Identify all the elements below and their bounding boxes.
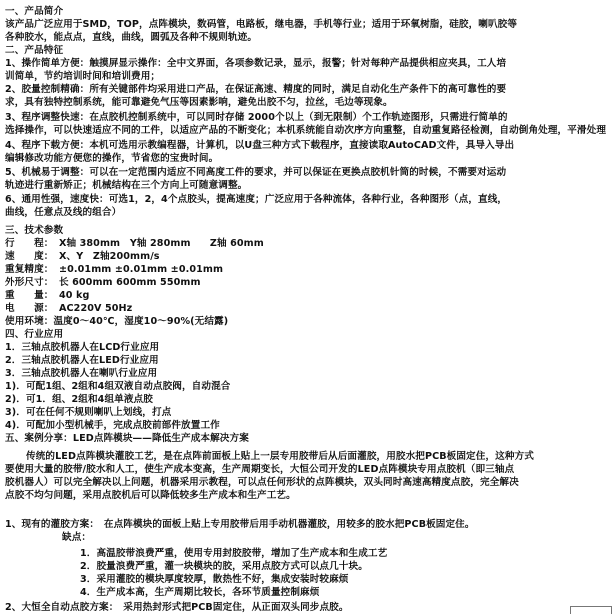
industry-line: 4)．可配加小型机械手，完成点胶前部件放置工作	[5, 420, 220, 431]
feature-line: 训简单，节约培训时间和培训费用；	[5, 71, 161, 82]
feature-line: 求，具有独特控制系统，能可靠避免气压等因素影响，避免出胶不匀，拉丝，毛边等现象。	[5, 97, 393, 108]
spec-label: 重复精度：	[5, 264, 54, 275]
features-heading: 二、产品特征	[5, 45, 64, 56]
intro-heading: 一、产品简介	[5, 6, 64, 17]
intro-text-line: 各种胶水，能点点，直线，曲线，圆弧及各种不规则轨迹。	[5, 32, 258, 43]
spec-value: AC220V 50Hz	[59, 303, 133, 314]
specs-heading: 三、技术参数	[5, 225, 64, 236]
spec-label: 重 量：	[5, 290, 54, 301]
feature-line: 5、机械易于调整：可以在一定范围内适应不同高度工件的要求，并可以保证在更换点胶机针筒的时候，不需要对运动	[5, 167, 507, 178]
industry-heading: 四、行业应用	[5, 329, 64, 340]
industry-line: 3．三轴点胶机器人在喇叭行业应用	[5, 368, 158, 379]
current-solution-line: 1、现有的灌胶方案： 在点阵模块的面板上贴上专用胶带后用手动机器灌胶，用较多的胶水把PCB板固定住。	[5, 519, 475, 530]
spec-label: 电 源：	[5, 303, 54, 314]
spec-value: 长 600mm 600mm 550mm	[59, 277, 201, 288]
feature-line: 轨迹进行重新矫正；机械结构在三个方向上可随意调整。	[5, 180, 248, 191]
case-paragraph-line: 传统的LED点阵模块灌胶工艺，是在点阵前面板上贴上一层专用胶带后从后面灌胶，用胶水把PCB板固定住，这种方式	[26, 451, 534, 462]
feature-line: 2、胶量控制精确：所有关键部件均采用进口产品，在保证高速、精度的同时，满足自动化生产条件下的高可靠性的要	[5, 84, 507, 95]
spec-value: 40 kg	[59, 290, 90, 301]
spec-value: ±0.01mm ±0.01mm ±0.01mm	[59, 264, 224, 275]
drawback-line: 1．高温胶带浪费严重，使用专用封胶胶带，增加了生产成本和生成工艺	[80, 548, 388, 559]
case-heading: 五、案例分享：LED点阵模块——降低生产成本解决方案	[5, 433, 249, 444]
case-paragraph-line: 要使用大量的胶带/胶水和人工，使生产成本变高，生产周期变长，大恒公司开发的LED点阵模块专用点胶机（即三轴点	[5, 464, 515, 475]
spec-row	[5, 276, 201, 289]
spec-row	[5, 302, 132, 315]
spec-value: X轴 380mm Y轴 280mm Z轴 60mm	[59, 238, 264, 249]
feature-line: 3、程序调整快速：在点胶机控制系统中，可以同时存储 2000个以上（到无限制）个工作轨迹图形，只需进行简单的	[5, 112, 508, 123]
drawback-line: 4．生产成本高，生产周期比较长，各环节质量控制麻烦	[80, 587, 320, 598]
spec-row	[5, 237, 264, 250]
page-edge-box	[570, 606, 612, 614]
daheng-solution-line: 2、大恒全自动点胶方案： 采用热封形式把PCB固定住，从正面双头同步点胶。	[5, 602, 349, 613]
feature-line: 6、通用性强，速度快：可选1，2，4个点胶头，提高速度；广泛应用于各种流体，各种行业，各种图形（点，直线，	[5, 194, 508, 205]
industry-line: 2．三轴点胶机器人在LED行业应用	[5, 355, 159, 366]
drawback-line: 2．胶量浪费严重，灌一块模块的胶，采用点胶方式可以点几十块。	[80, 561, 368, 572]
feature-line: 4、程序下载方便：本机可选用示教编程器，计算机，以U盘三种方式下载程序，直接读取AutoCAD文件，具导入导出	[5, 140, 515, 151]
feature-line: 曲线，任意点及线的组合）	[5, 207, 122, 218]
feature-line: 编辑修改功能方便您的操作，节省您的宝贵时间。	[5, 153, 219, 164]
drawback-line: 3．采用灌胶的模块厚度较厚，散热性不好，集成安装时较麻烦	[80, 574, 349, 585]
industry-line: 3)．可在任何不规则喇叭上划线，打点	[5, 407, 172, 418]
spec-row	[5, 250, 160, 263]
case-paragraph-line: 胶机器人）可以完全解决以上问题，机器采用示教程，可以点任何形状的点阵模块，双头同时高速高精度点胶，完全解决	[5, 477, 519, 488]
spec-row	[5, 289, 89, 302]
industry-line: 1)．可配1组、2组和4组双液自动点胶阀，自动混合	[5, 381, 231, 392]
intro-text-line: 该产品广泛应用于SMD，TOP，点阵模块，数码管，电路板，继电器，手机等行业；适用于环氧树脂，硅胶，喇叭胶等	[5, 19, 518, 30]
spec-row	[5, 263, 223, 276]
industry-line: 2)．可1．组、2组和4组单液点胶	[5, 394, 153, 405]
drawback-label: 缺点：	[62, 532, 92, 543]
case-paragraph-line: 点胶不均匀问题，采用点胶机后可以降低较多生产成本和生产工艺。	[5, 490, 296, 501]
feature-line: 选择操作，可以快速适应不同的工件，以适应产品的不断变化；本机系统能自动次序方向重整，自动重复路径检测，自动倒角处理，平滑处理	[5, 125, 607, 136]
industry-line: 1．三轴点胶机器人在LCD行业应用	[5, 342, 160, 353]
spec-value: X、Y Z轴200mm/s	[59, 251, 160, 262]
environment-line: 使用环境：温度0～40℃，湿度10～90%(无结露)	[5, 316, 229, 327]
feature-line: 1、操作简单方便：触摸屏显示操作：全中文界面，各项参数记录，显示，报警；针对每种产品提供相应夹具，工人培	[5, 58, 507, 69]
spec-label: 行 程：	[5, 238, 54, 249]
spec-label: 外形尺寸：	[5, 277, 54, 288]
spec-label: 速 度：	[5, 251, 54, 262]
